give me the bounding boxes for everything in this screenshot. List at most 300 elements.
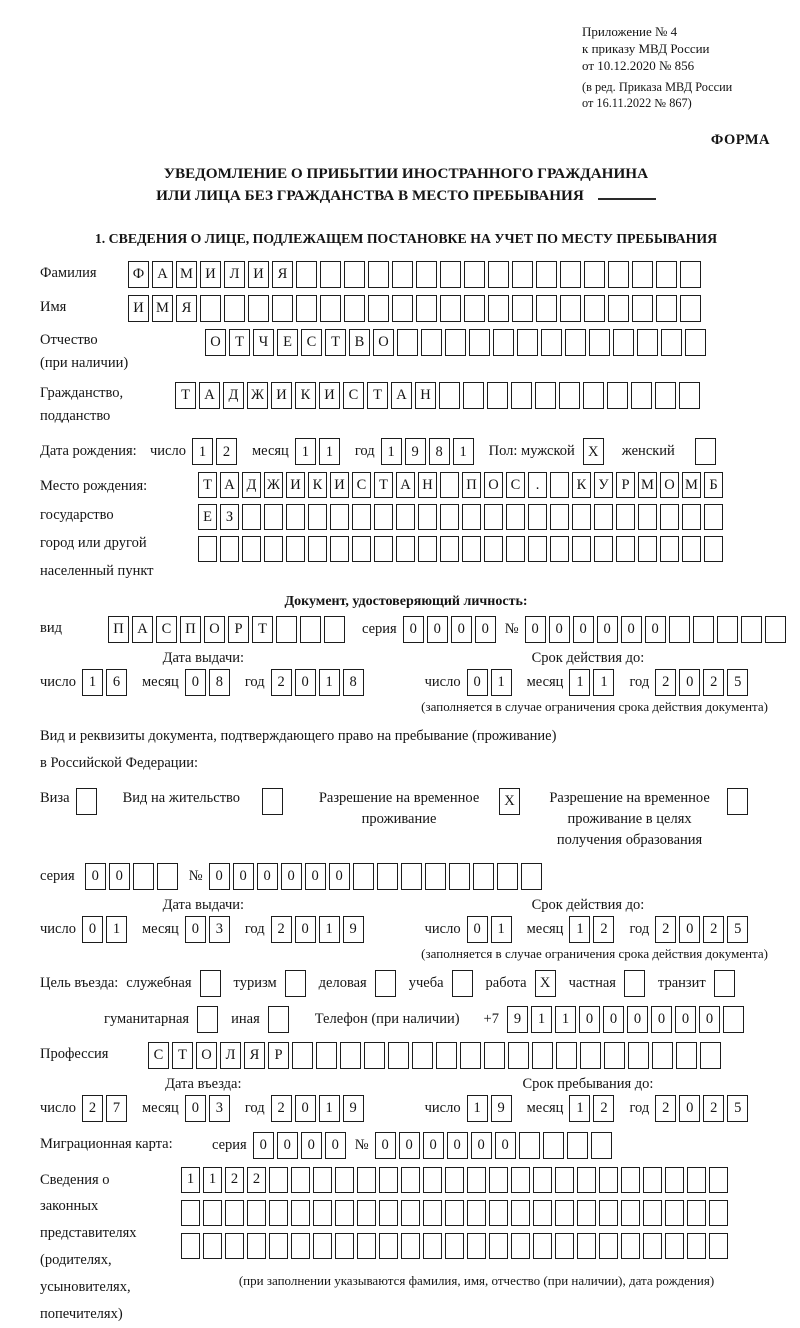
char-cell[interactable]	[517, 329, 538, 356]
char-cell[interactable]	[335, 1233, 354, 1259]
char-cell[interactable]	[682, 536, 701, 562]
char-cell[interactable]	[445, 1200, 464, 1226]
char-cell[interactable]: 0	[603, 1006, 624, 1033]
char-cell[interactable]	[379, 1200, 398, 1226]
char-cell[interactable]: И	[271, 382, 292, 409]
char-cell[interactable]: Я	[244, 1042, 265, 1069]
char-cell[interactable]	[344, 261, 365, 288]
char-cell[interactable]: 0	[301, 1132, 322, 1159]
char-cell[interactable]	[631, 382, 652, 409]
char-cell[interactable]	[682, 504, 701, 530]
char-cell[interactable]	[741, 616, 762, 643]
purpose-other-checkbox[interactable]	[268, 1006, 289, 1033]
char-cell[interactable]: А	[132, 616, 153, 643]
char-cell[interactable]	[401, 1200, 420, 1226]
char-cell[interactable]: 0	[233, 863, 254, 890]
char-cell[interactable]	[591, 1132, 612, 1159]
char-cell[interactable]	[300, 616, 321, 643]
char-cell[interactable]: И	[286, 472, 305, 498]
char-cell[interactable]	[487, 382, 508, 409]
char-cell[interactable]: 0	[627, 1006, 648, 1033]
char-cell[interactable]	[638, 536, 657, 562]
char-cell[interactable]: З	[220, 504, 239, 530]
char-cell[interactable]	[440, 536, 459, 562]
char-cell[interactable]: Л	[224, 261, 245, 288]
char-cell[interactable]	[608, 261, 629, 288]
char-cell[interactable]	[291, 1200, 310, 1226]
char-cell[interactable]	[599, 1233, 618, 1259]
char-cell[interactable]	[584, 261, 605, 288]
char-cell[interactable]	[608, 295, 629, 322]
char-cell[interactable]: 0	[185, 669, 206, 696]
char-cell[interactable]: Р	[228, 616, 249, 643]
char-cell[interactable]: 9	[343, 916, 364, 943]
char-cell[interactable]	[652, 1042, 673, 1069]
char-cell[interactable]: С	[156, 616, 177, 643]
char-cell[interactable]	[533, 1233, 552, 1259]
char-cell[interactable]	[489, 1233, 508, 1259]
char-cell[interactable]	[440, 504, 459, 530]
char-cell[interactable]: А	[220, 472, 239, 498]
char-cell[interactable]	[556, 1042, 577, 1069]
char-cell[interactable]: 3	[209, 1095, 230, 1122]
char-cell[interactable]: 0	[475, 616, 496, 643]
char-cell[interactable]: И	[319, 382, 340, 409]
char-cell[interactable]	[488, 261, 509, 288]
char-cell[interactable]: 5	[727, 669, 748, 696]
char-cell[interactable]: 1	[593, 669, 614, 696]
char-cell[interactable]: .	[528, 472, 547, 498]
char-cell[interactable]: 0	[399, 1132, 420, 1159]
char-cell[interactable]: К	[295, 382, 316, 409]
char-cell[interactable]: 0	[85, 863, 106, 890]
char-cell[interactable]: 0	[651, 1006, 672, 1033]
char-cell[interactable]: 2	[655, 916, 676, 943]
char-cell[interactable]	[632, 261, 653, 288]
char-cell[interactable]: О	[660, 472, 679, 498]
char-cell[interactable]	[613, 329, 634, 356]
char-cell[interactable]	[687, 1167, 706, 1193]
char-cell[interactable]	[286, 504, 305, 530]
char-cell[interactable]: 2	[247, 1167, 266, 1193]
char-cell[interactable]	[316, 1042, 337, 1069]
char-cell[interactable]: 0	[621, 616, 642, 643]
char-cell[interactable]	[577, 1167, 596, 1193]
char-cell[interactable]	[484, 536, 503, 562]
char-cell[interactable]	[248, 295, 269, 322]
char-cell[interactable]	[464, 261, 485, 288]
char-cell[interactable]	[423, 1167, 442, 1193]
char-cell[interactable]: 0	[423, 1132, 444, 1159]
char-cell[interactable]	[532, 1042, 553, 1069]
purpose-business-checkbox[interactable]	[200, 970, 221, 997]
char-cell[interactable]: И	[248, 261, 269, 288]
char-cell[interactable]	[599, 1200, 618, 1226]
char-cell[interactable]	[488, 295, 509, 322]
char-cell[interactable]: Т	[325, 329, 346, 356]
char-cell[interactable]	[469, 329, 490, 356]
char-cell[interactable]: 0	[447, 1132, 468, 1159]
char-cell[interactable]	[416, 295, 437, 322]
char-cell[interactable]: 2	[216, 438, 237, 465]
char-cell[interactable]: 1	[569, 1095, 590, 1122]
char-cell[interactable]	[656, 295, 677, 322]
char-cell[interactable]	[340, 1042, 361, 1069]
char-cell[interactable]	[467, 1167, 486, 1193]
char-cell[interactable]	[157, 863, 178, 890]
char-cell[interactable]	[133, 863, 154, 890]
char-cell[interactable]	[594, 504, 613, 530]
char-cell[interactable]: 0	[82, 916, 103, 943]
char-cell[interactable]	[272, 295, 293, 322]
char-cell[interactable]	[550, 504, 569, 530]
char-cell[interactable]	[535, 382, 556, 409]
char-cell[interactable]: 0	[403, 616, 424, 643]
char-cell[interactable]	[286, 536, 305, 562]
char-cell[interactable]	[543, 1132, 564, 1159]
char-cell[interactable]	[550, 472, 569, 498]
char-cell[interactable]	[203, 1233, 222, 1259]
char-cell[interactable]: 0	[295, 916, 316, 943]
char-cell[interactable]: 8	[429, 438, 450, 465]
char-cell[interactable]	[621, 1167, 640, 1193]
char-cell[interactable]: 1	[467, 1095, 488, 1122]
char-cell[interactable]: П	[462, 472, 481, 498]
char-cell[interactable]	[700, 1042, 721, 1069]
char-cell[interactable]: 0	[295, 669, 316, 696]
temp-residence-checkbox[interactable]: X	[499, 788, 520, 815]
char-cell[interactable]	[352, 536, 371, 562]
char-cell[interactable]: 0	[699, 1006, 720, 1033]
char-cell[interactable]: 0	[305, 863, 326, 890]
char-cell[interactable]	[364, 1042, 385, 1069]
char-cell[interactable]: Т	[175, 382, 196, 409]
char-cell[interactable]	[560, 261, 581, 288]
temp-residence-edu-checkbox[interactable]	[727, 788, 748, 815]
char-cell[interactable]: 1	[106, 916, 127, 943]
char-cell[interactable]	[224, 295, 245, 322]
char-cell[interactable]: С	[506, 472, 525, 498]
char-cell[interactable]: С	[352, 472, 371, 498]
char-cell[interactable]	[247, 1233, 266, 1259]
char-cell[interactable]	[638, 504, 657, 530]
char-cell[interactable]: 2	[593, 1095, 614, 1122]
char-cell[interactable]: Ф	[128, 261, 149, 288]
char-cell[interactable]	[704, 536, 723, 562]
char-cell[interactable]	[765, 616, 786, 643]
char-cell[interactable]: 0	[579, 1006, 600, 1033]
char-cell[interactable]	[225, 1200, 244, 1226]
purpose-humanitarian-checkbox[interactable]	[197, 1006, 218, 1033]
char-cell[interactable]	[445, 1233, 464, 1259]
char-cell[interactable]	[445, 1167, 464, 1193]
char-cell[interactable]: Д	[223, 382, 244, 409]
char-cell[interactable]: 1	[319, 438, 340, 465]
char-cell[interactable]	[583, 382, 604, 409]
char-cell[interactable]: А	[396, 472, 415, 498]
char-cell[interactable]	[335, 1167, 354, 1193]
char-cell[interactable]: А	[391, 382, 412, 409]
char-cell[interactable]: 0	[495, 1132, 516, 1159]
char-cell[interactable]	[379, 1233, 398, 1259]
char-cell[interactable]	[425, 863, 446, 890]
char-cell[interactable]: 1	[319, 669, 340, 696]
char-cell[interactable]	[511, 1200, 530, 1226]
char-cell[interactable]	[559, 382, 580, 409]
char-cell[interactable]: Н	[415, 382, 436, 409]
visa-checkbox[interactable]	[76, 788, 97, 815]
char-cell[interactable]: 0	[467, 669, 488, 696]
char-cell[interactable]	[462, 504, 481, 530]
char-cell[interactable]	[276, 616, 297, 643]
char-cell[interactable]	[379, 1167, 398, 1193]
char-cell[interactable]	[357, 1167, 376, 1193]
char-cell[interactable]: 0	[329, 863, 350, 890]
char-cell[interactable]	[709, 1233, 728, 1259]
char-cell[interactable]: М	[176, 261, 197, 288]
char-cell[interactable]	[665, 1200, 684, 1226]
char-cell[interactable]	[335, 1200, 354, 1226]
char-cell[interactable]: У	[594, 472, 613, 498]
char-cell[interactable]	[508, 1042, 529, 1069]
char-cell[interactable]: Т	[367, 382, 388, 409]
char-cell[interactable]	[489, 1167, 508, 1193]
char-cell[interactable]: 0	[209, 863, 230, 890]
char-cell[interactable]	[313, 1200, 332, 1226]
char-cell[interactable]: 0	[253, 1132, 274, 1159]
char-cell[interactable]	[506, 504, 525, 530]
char-cell[interactable]	[723, 1006, 744, 1033]
char-cell[interactable]	[181, 1200, 200, 1226]
char-cell[interactable]: 0	[573, 616, 594, 643]
purpose-commercial-checkbox[interactable]	[375, 970, 396, 997]
char-cell[interactable]: И	[330, 472, 349, 498]
char-cell[interactable]: 1	[319, 1095, 340, 1122]
char-cell[interactable]	[589, 329, 610, 356]
char-cell[interactable]: 1	[319, 916, 340, 943]
char-cell[interactable]	[396, 536, 415, 562]
char-cell[interactable]: А	[199, 382, 220, 409]
char-cell[interactable]	[308, 536, 327, 562]
char-cell[interactable]	[377, 863, 398, 890]
char-cell[interactable]	[536, 295, 557, 322]
char-cell[interactable]	[560, 295, 581, 322]
char-cell[interactable]: 0	[185, 916, 206, 943]
char-cell[interactable]: 0	[467, 916, 488, 943]
char-cell[interactable]: 0	[525, 616, 546, 643]
char-cell[interactable]	[704, 504, 723, 530]
char-cell[interactable]: М	[152, 295, 173, 322]
char-cell[interactable]	[512, 295, 533, 322]
char-cell[interactable]	[203, 1200, 222, 1226]
char-cell[interactable]	[291, 1233, 310, 1259]
char-cell[interactable]	[445, 329, 466, 356]
char-cell[interactable]: О	[196, 1042, 217, 1069]
char-cell[interactable]	[680, 295, 701, 322]
char-cell[interactable]	[460, 1042, 481, 1069]
char-cell[interactable]	[665, 1233, 684, 1259]
char-cell[interactable]: 1	[453, 438, 474, 465]
char-cell[interactable]	[292, 1042, 313, 1069]
char-cell[interactable]	[521, 863, 542, 890]
char-cell[interactable]	[264, 536, 283, 562]
char-cell[interactable]: 1	[82, 669, 103, 696]
char-cell[interactable]: О	[205, 329, 226, 356]
char-cell[interactable]: 0	[257, 863, 278, 890]
char-cell[interactable]	[584, 295, 605, 322]
char-cell[interactable]: Я	[272, 261, 293, 288]
char-cell[interactable]: 1	[203, 1167, 222, 1193]
char-cell[interactable]: 0	[679, 669, 700, 696]
char-cell[interactable]	[352, 504, 371, 530]
char-cell[interactable]	[656, 261, 677, 288]
char-cell[interactable]	[220, 536, 239, 562]
char-cell[interactable]	[685, 329, 706, 356]
char-cell[interactable]: 0	[277, 1132, 298, 1159]
char-cell[interactable]	[493, 329, 514, 356]
char-cell[interactable]: 1	[555, 1006, 576, 1033]
char-cell[interactable]	[533, 1167, 552, 1193]
char-cell[interactable]	[242, 536, 261, 562]
char-cell[interactable]	[679, 382, 700, 409]
char-cell[interactable]	[357, 1200, 376, 1226]
char-cell[interactable]: 0	[679, 916, 700, 943]
residence-permit-checkbox[interactable]	[262, 788, 283, 815]
char-cell[interactable]	[392, 295, 413, 322]
char-cell[interactable]	[330, 504, 349, 530]
char-cell[interactable]: 5	[727, 1095, 748, 1122]
char-cell[interactable]: Я	[176, 295, 197, 322]
char-cell[interactable]	[296, 261, 317, 288]
char-cell[interactable]: 2	[593, 916, 614, 943]
char-cell[interactable]: 7	[106, 1095, 127, 1122]
char-cell[interactable]: 0	[295, 1095, 316, 1122]
purpose-transit-checkbox[interactable]	[714, 970, 735, 997]
char-cell[interactable]: 2	[271, 669, 292, 696]
char-cell[interactable]	[464, 295, 485, 322]
char-cell[interactable]: 2	[82, 1095, 103, 1122]
char-cell[interactable]: А	[152, 261, 173, 288]
char-cell[interactable]	[717, 616, 738, 643]
char-cell[interactable]	[616, 504, 635, 530]
char-cell[interactable]	[567, 1132, 588, 1159]
char-cell[interactable]	[397, 329, 418, 356]
char-cell[interactable]	[264, 504, 283, 530]
char-cell[interactable]: 0	[281, 863, 302, 890]
char-cell[interactable]	[555, 1167, 574, 1193]
char-cell[interactable]	[565, 329, 586, 356]
char-cell[interactable]	[357, 1233, 376, 1259]
purpose-private-checkbox[interactable]	[624, 970, 645, 997]
char-cell[interactable]	[512, 261, 533, 288]
char-cell[interactable]: С	[148, 1042, 169, 1069]
char-cell[interactable]	[440, 472, 459, 498]
char-cell[interactable]: С	[301, 329, 322, 356]
char-cell[interactable]: 0	[185, 1095, 206, 1122]
char-cell[interactable]: Ч	[253, 329, 274, 356]
char-cell[interactable]	[462, 536, 481, 562]
char-cell[interactable]	[396, 504, 415, 530]
char-cell[interactable]	[269, 1200, 288, 1226]
char-cell[interactable]: Е	[277, 329, 298, 356]
char-cell[interactable]	[416, 261, 437, 288]
char-cell[interactable]	[473, 863, 494, 890]
char-cell[interactable]	[669, 616, 690, 643]
char-cell[interactable]	[577, 1200, 596, 1226]
char-cell[interactable]: 1	[569, 916, 590, 943]
char-cell[interactable]	[693, 616, 714, 643]
char-cell[interactable]	[388, 1042, 409, 1069]
char-cell[interactable]: К	[572, 472, 591, 498]
char-cell[interactable]: Е	[198, 504, 217, 530]
purpose-work-checkbox[interactable]: X	[535, 970, 556, 997]
char-cell[interactable]: Т	[229, 329, 250, 356]
char-cell[interactable]	[401, 1233, 420, 1259]
char-cell[interactable]: 2	[703, 916, 724, 943]
char-cell[interactable]	[247, 1200, 266, 1226]
female-checkbox[interactable]	[695, 438, 716, 465]
char-cell[interactable]: П	[108, 616, 129, 643]
char-cell[interactable]: 8	[209, 669, 230, 696]
char-cell[interactable]	[353, 863, 374, 890]
char-cell[interactable]	[511, 382, 532, 409]
char-cell[interactable]: 2	[655, 1095, 676, 1122]
char-cell[interactable]: 0	[645, 616, 666, 643]
char-cell[interactable]	[661, 329, 682, 356]
char-cell[interactable]: 0	[471, 1132, 492, 1159]
char-cell[interactable]	[536, 261, 557, 288]
char-cell[interactable]: 2	[655, 669, 676, 696]
char-cell[interactable]: 1	[569, 669, 590, 696]
char-cell[interactable]: 1	[295, 438, 316, 465]
char-cell[interactable]	[467, 1233, 486, 1259]
char-cell[interactable]: 8	[343, 669, 364, 696]
char-cell[interactable]	[665, 1167, 684, 1193]
char-cell[interactable]	[604, 1042, 625, 1069]
char-cell[interactable]	[401, 863, 422, 890]
char-cell[interactable]	[555, 1233, 574, 1259]
char-cell[interactable]	[269, 1167, 288, 1193]
char-cell[interactable]: 9	[491, 1095, 512, 1122]
char-cell[interactable]	[418, 536, 437, 562]
char-cell[interactable]	[680, 261, 701, 288]
char-cell[interactable]: 0	[549, 616, 570, 643]
char-cell[interactable]: В	[349, 329, 370, 356]
char-cell[interactable]: 0	[597, 616, 618, 643]
char-cell[interactable]	[643, 1233, 662, 1259]
char-cell[interactable]: Р	[268, 1042, 289, 1069]
char-cell[interactable]	[497, 863, 518, 890]
char-cell[interactable]	[368, 261, 389, 288]
char-cell[interactable]: О	[204, 616, 225, 643]
char-cell[interactable]	[660, 504, 679, 530]
char-cell[interactable]: 1	[491, 669, 512, 696]
char-cell[interactable]	[489, 1200, 508, 1226]
char-cell[interactable]	[607, 382, 628, 409]
char-cell[interactable]	[709, 1167, 728, 1193]
char-cell[interactable]	[528, 504, 547, 530]
char-cell[interactable]	[467, 1200, 486, 1226]
char-cell[interactable]	[181, 1233, 200, 1259]
char-cell[interactable]	[632, 295, 653, 322]
char-cell[interactable]: 1	[531, 1006, 552, 1033]
char-cell[interactable]	[320, 261, 341, 288]
char-cell[interactable]	[628, 1042, 649, 1069]
char-cell[interactable]	[528, 536, 547, 562]
char-cell[interactable]	[643, 1200, 662, 1226]
char-cell[interactable]	[541, 329, 562, 356]
char-cell[interactable]: 2	[271, 916, 292, 943]
